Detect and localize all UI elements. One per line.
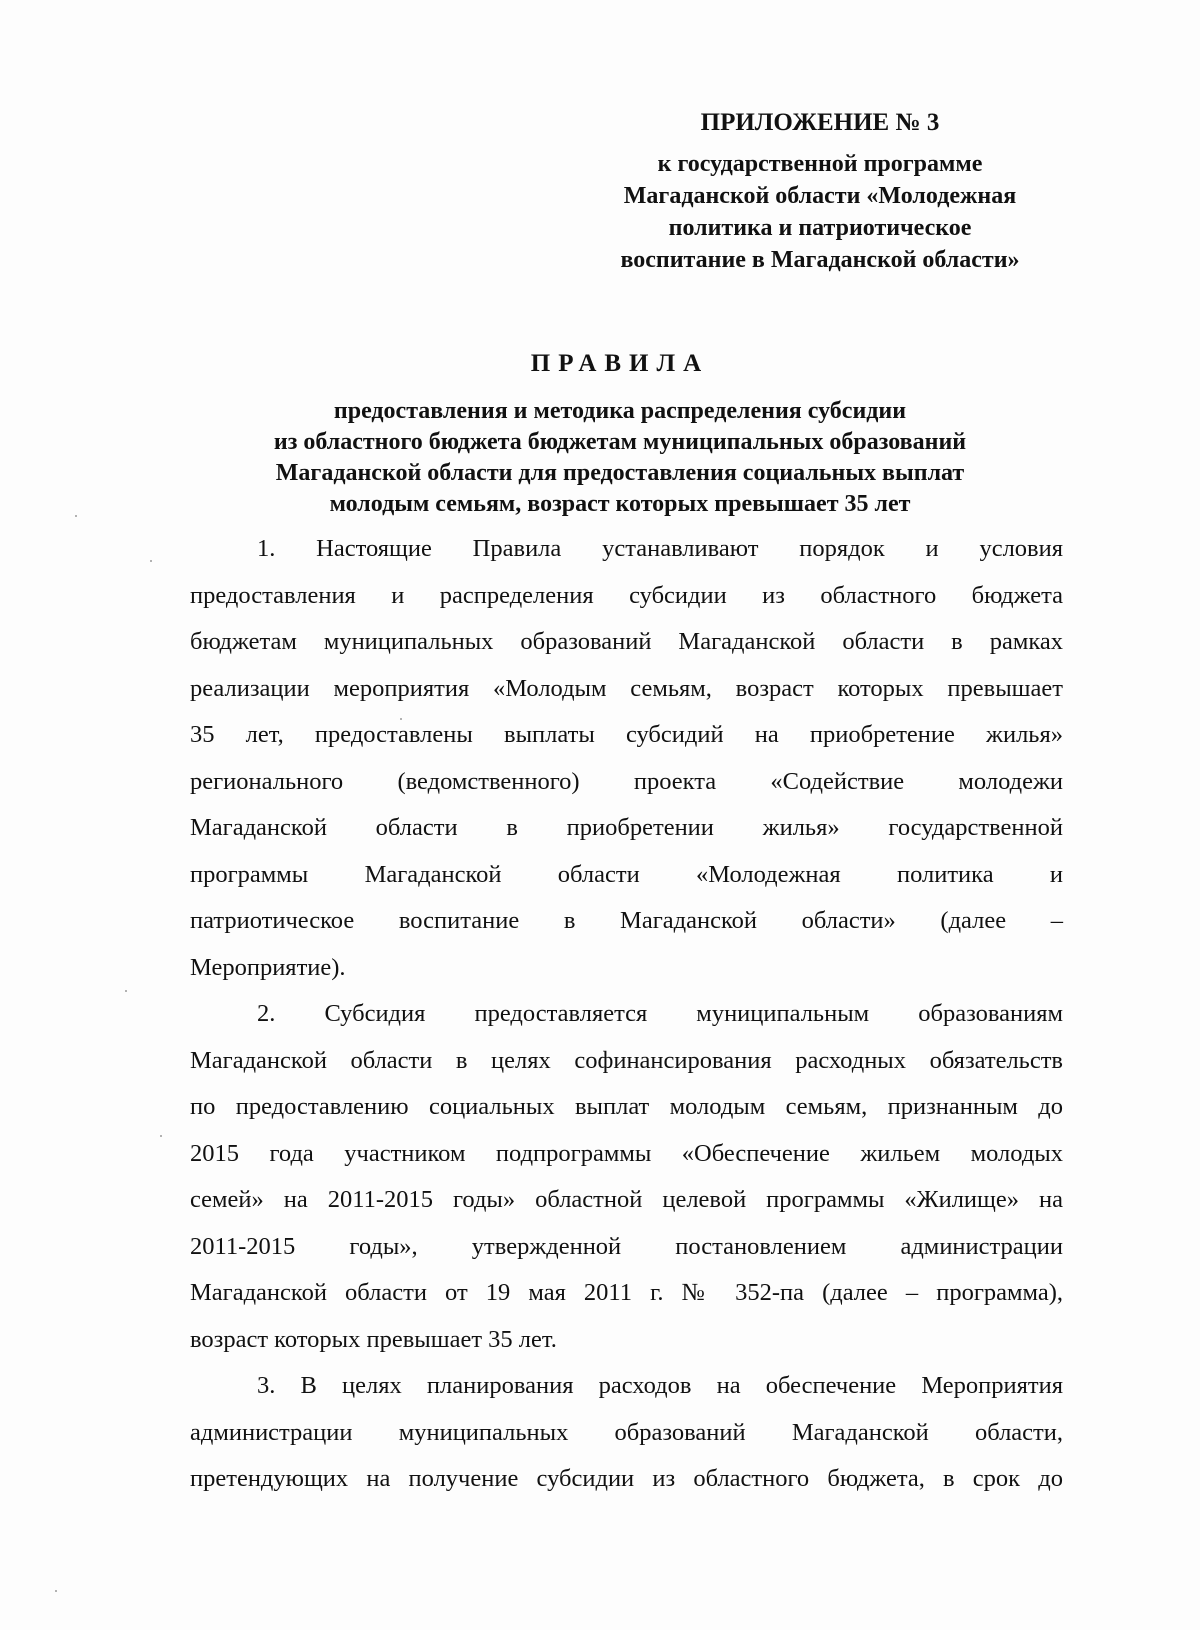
paragraph-2 bbox=[190, 991, 1063, 1363]
appendix-line: воспитание в Магаданской области» bbox=[620, 247, 1020, 273]
appendix-title: ПРИЛОЖЕНИЕ № 3 bbox=[700, 109, 940, 136]
text-line: по предоставлению социальных выплат молодым семьям, признанным до bbox=[190, 1093, 1063, 1120]
appendix-line: к государственной программе bbox=[657, 151, 983, 177]
text-line: администрации муниципальных образований Магаданской области, bbox=[190, 1418, 1063, 1446]
text-line: Магаданской области в целях софинансирования расходных обязательств bbox=[190, 1046, 1063, 1074]
text-line: семей» на 2011-2015 годы» областной целевой программы «Жилище» на bbox=[190, 1186, 1063, 1213]
text-line: 3. В целях планирования расходов на обеспечение Мероприятия bbox=[257, 1372, 1063, 1399]
text-line: реализации мероприятия «Молодым семьям, возраст которых превышает bbox=[190, 674, 1063, 702]
rules-subtitle-line: из областного бюджета бюджетам муниципальных образований bbox=[273, 429, 967, 455]
scan-speck bbox=[150, 560, 152, 562]
rules-subtitle-line: молодым семьям, возраст которых превышает 35 лет bbox=[329, 491, 911, 517]
text-line: регионального (ведомственного) проекта «Содействие молодежи bbox=[190, 767, 1063, 795]
appendix-header bbox=[585, 108, 1055, 276]
text-line: бюджетам муниципальных образований Магаданской области в рамках bbox=[190, 628, 1063, 655]
rules-title: ПРАВИЛА bbox=[530, 350, 710, 377]
rules-subtitle-line: предоставления и методика распределения субсидии bbox=[333, 398, 907, 424]
text-line: возраст которых превышает 35 лет. bbox=[190, 1325, 557, 1353]
text-line: 2015 года участником подпрограммы «Обеспечение жильем молодых bbox=[190, 1139, 1063, 1167]
text-line: Магаданской области от 19 мая 2011 г. № 352-па (далее – программа), bbox=[190, 1279, 1063, 1306]
text-line: 1. Настоящие Правила устанавливают порядок и условия bbox=[257, 535, 1063, 562]
scan-speck bbox=[55, 1590, 57, 1592]
appendix-line: политика и патриотическое bbox=[668, 215, 972, 241]
rules-subtitle-line: Магаданской области для предоставления социальных выплат bbox=[275, 460, 965, 486]
paragraph-1 bbox=[190, 526, 1063, 991]
paragraph-3 bbox=[190, 1363, 1063, 1503]
appendix-line: Магаданской области «Молодежная bbox=[623, 183, 1017, 209]
text-line: Мероприятие). bbox=[190, 953, 346, 981]
scan-speck bbox=[160, 1135, 162, 1137]
text-line: 35 лет, предоставлены выплаты субсидий на приобретение жилья» bbox=[190, 721, 1063, 748]
text-line: патриотическое воспитание в Магаданской области» (далее – bbox=[190, 907, 1063, 934]
text-line: Магаданской области в приобретении жилья» государственной bbox=[190, 814, 1063, 841]
rules-subtitle bbox=[190, 396, 1050, 520]
text-line: претендующих на получение субсидии из областного бюджета, в срок до bbox=[190, 1465, 1063, 1492]
text-line: 2. Субсидия предоставляется муниципальным образованиям bbox=[257, 1000, 1063, 1027]
scan-speck bbox=[400, 718, 402, 720]
text-line: предоставления и распределения субсидии из областного бюджета bbox=[190, 581, 1063, 609]
text-line: 2011-2015 годы», утвержденной постановлением администрации bbox=[190, 1232, 1063, 1260]
scan-speck bbox=[125, 990, 127, 992]
scan-speck bbox=[75, 515, 77, 517]
text-line: программы Магаданской области «Молодежная политика и bbox=[190, 860, 1063, 888]
